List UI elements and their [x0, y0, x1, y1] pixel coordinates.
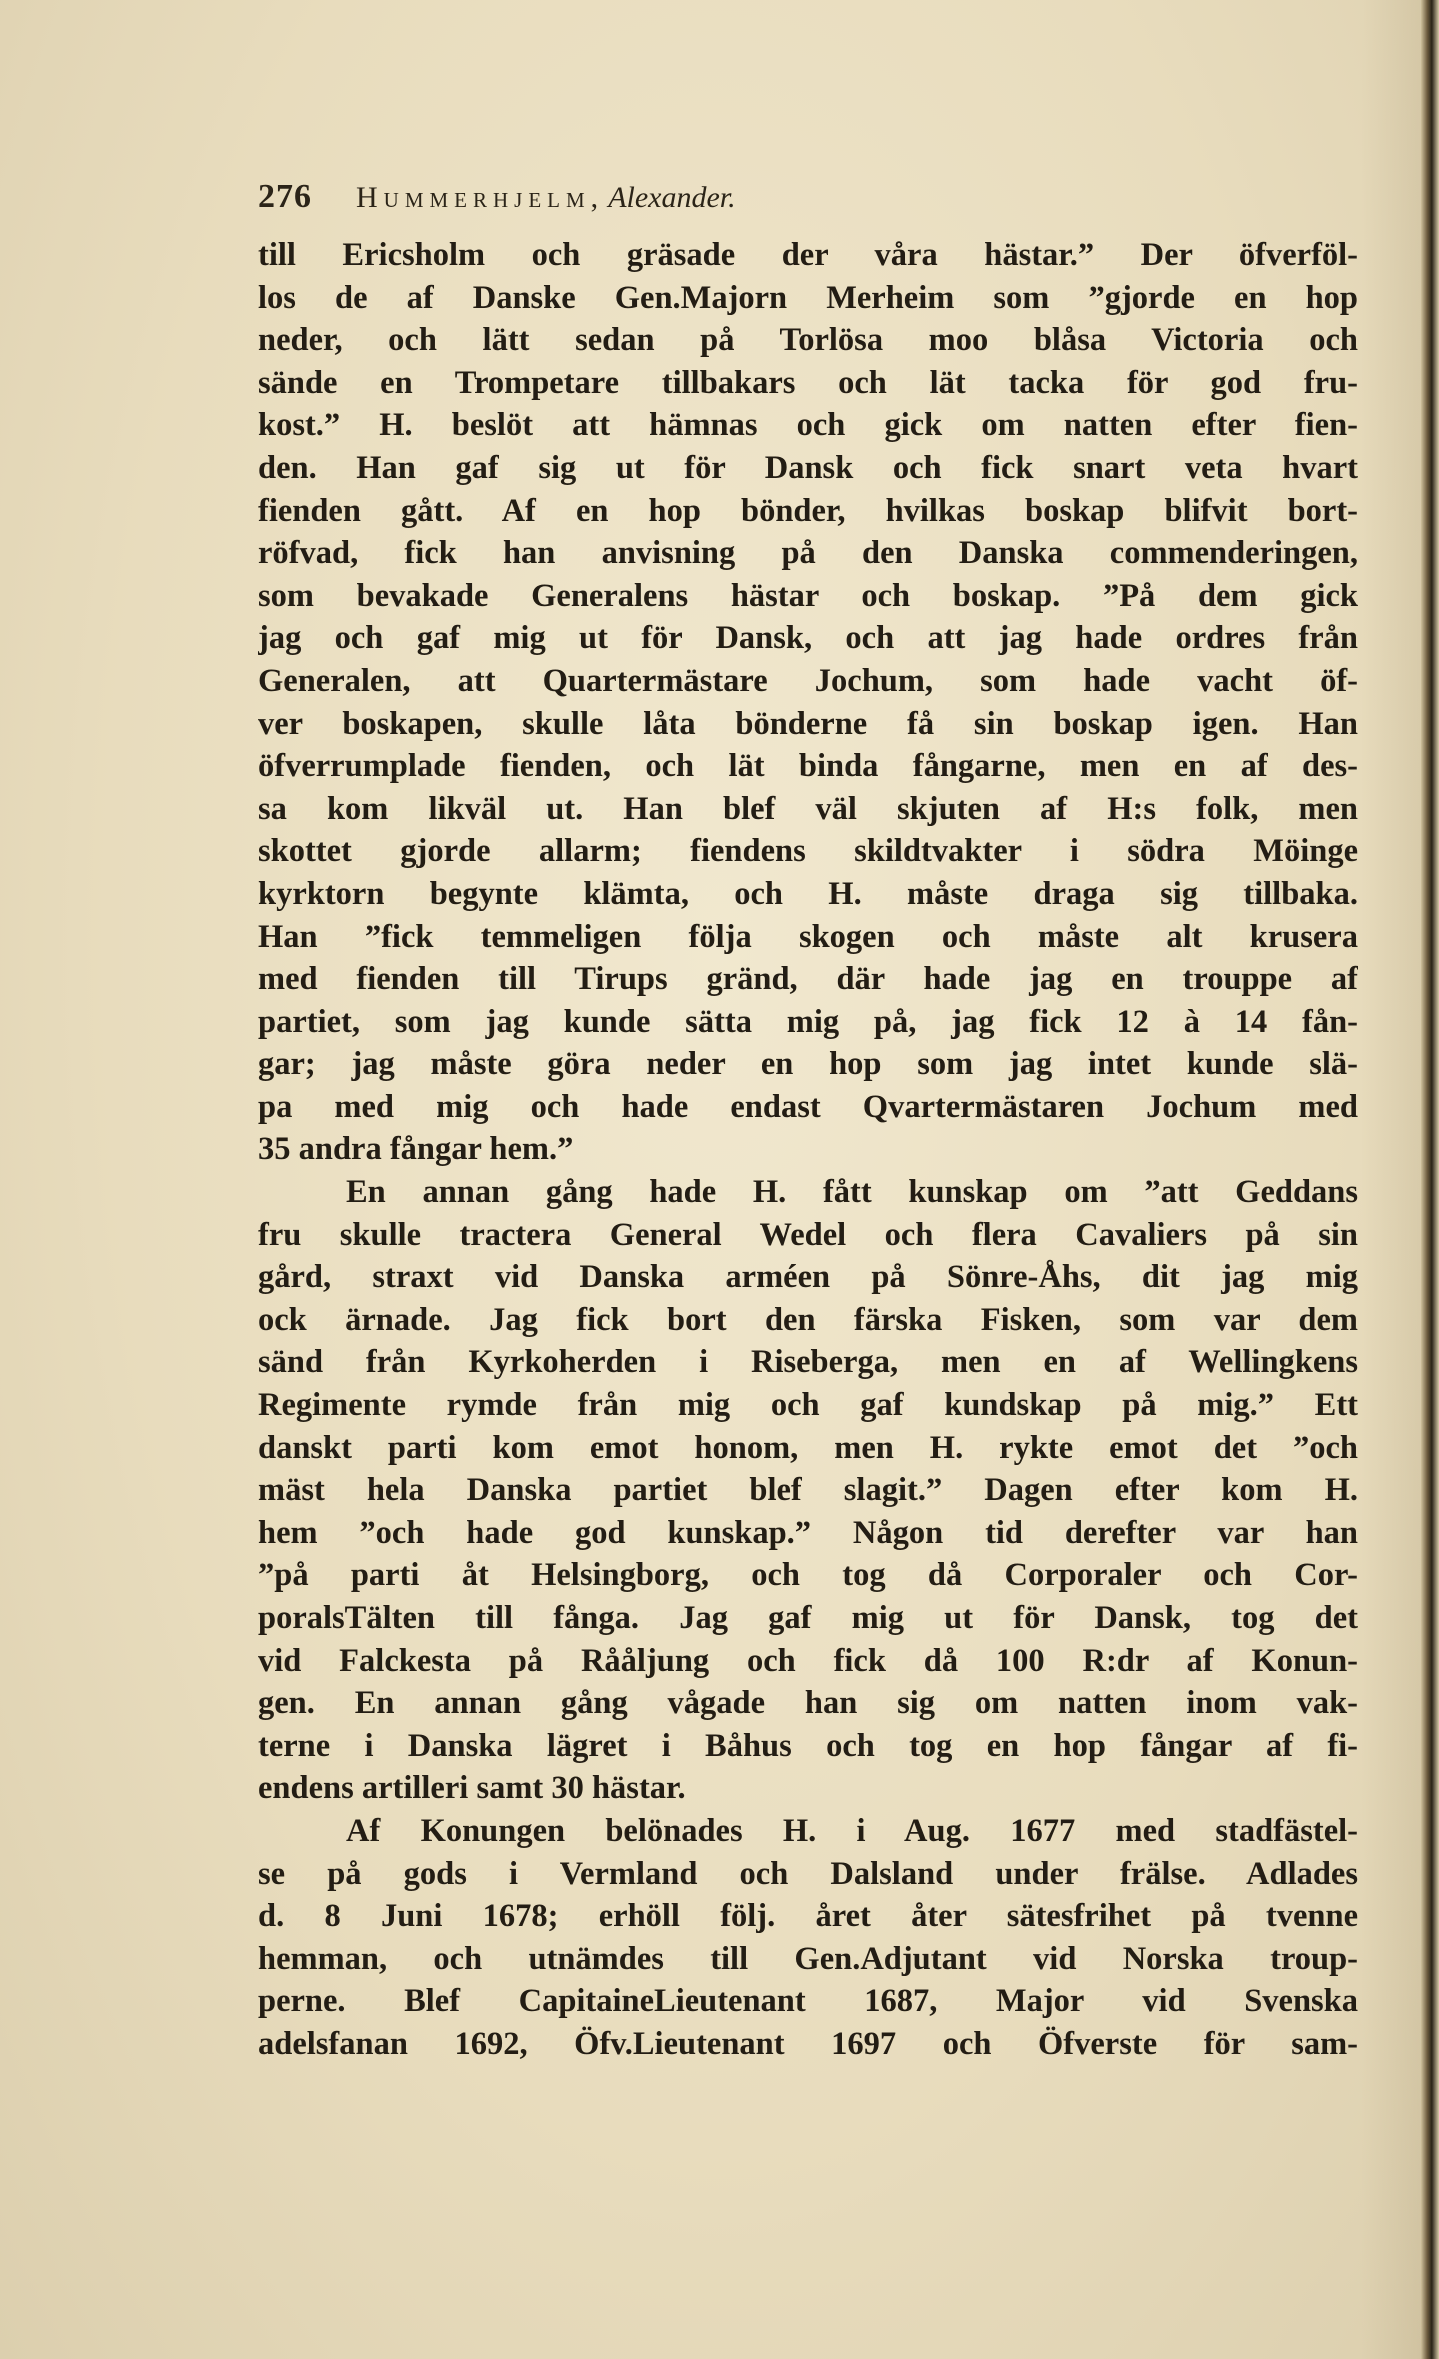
- text-line: jag och gaf mig ut för Dansk, och att jag hade ordres från: [258, 620, 1358, 657]
- text-line: mäst hela Danska partiet blef slagit.” Dagen efter kom H.: [258, 1472, 1358, 1509]
- text-line: gar; jag måste göra neder en hop som jag intet kunde slä-: [258, 1046, 1358, 1083]
- text-line: röfvad, fick han anvisning på den Danska commenderingen,: [258, 535, 1358, 572]
- text-line: ock ärnade. Jag fick bort den färska Fisken, som var dem: [258, 1301, 1358, 1338]
- running-head: Hummerhjelm,: [356, 181, 605, 214]
- text-line: skottet gjorde allarm; fiendens skildtvakter i södra Möinge: [258, 833, 1358, 870]
- page-header: [258, 178, 1258, 226]
- text-line: vid Falckesta på Rååljung och fick då 100 R:dr af Konun-: [258, 1642, 1358, 1679]
- text-line: öfverrumplade fienden, och lät binda fångarne, men en af des-: [258, 748, 1358, 785]
- text-line: sände en Trompetare tillbakars och lät tacka för god fru-: [258, 364, 1358, 401]
- text-line: hem ”och hade god kunskap.” Någon tid derefter var han: [258, 1514, 1358, 1551]
- text-line: Af Konungen belönades H. i Aug. 1677 med stadfästel-: [346, 1812, 1358, 1849]
- text-line: partiet, som jag kunde sätta mig på, jag fick 12 à 14 fån-: [258, 1003, 1358, 1040]
- text-line: danskt parti kom emot honom, men H. rykte emot det ”och: [258, 1429, 1358, 1466]
- text-line: se på gods i Vermland och Dalsland under frälse. Adlades: [258, 1855, 1358, 1892]
- text-line: gen. En annan gång vågade han sig om natten inom vak-: [258, 1685, 1358, 1722]
- text-line: som bevakade Generalens hästar och boskap. ”På dem gick: [258, 577, 1358, 614]
- text-line: fienden gått. Af en hop bönder, hvilkas boskap blifvit bort-: [258, 492, 1358, 529]
- text-line: neder, och lätt sedan på Torlösa moo blåsa Victoria och: [258, 322, 1358, 359]
- text-line: los de af Danske Gen.Majorn Merheim som ”gjorde en hop: [258, 279, 1358, 316]
- page-gutter-shadow: [1361, 0, 1421, 2359]
- text-line: sa kom likväl ut. Han blef väl skjuten af H:s folk, men: [258, 790, 1358, 827]
- text-line: den. Han gaf sig ut för Dansk och fick snart veta hvart: [258, 449, 1358, 486]
- text-line: ”på parti åt Helsingborg, och tog då Corporaler och Cor-: [258, 1557, 1358, 1594]
- text-line: poralsTälten till fånga. Jag gaf mig ut för Dansk, tog det: [258, 1600, 1358, 1636]
- text-line: perne. Blef CapitaineLieutenant 1687, Major vid Svenska: [258, 1983, 1358, 2020]
- text-line: Regimente rymde från mig och gaf kundskap på mig.” Ett: [258, 1387, 1358, 1424]
- text-line: adelsfanan 1692, Öfv.Lieutenant 1697 och Öfverste för sam-: [258, 2025, 1358, 2062]
- text-line: terne i Danska lägret i Båhus och tog en hop fångar af fi-: [258, 1727, 1358, 1764]
- page-edge: [1421, 0, 1439, 2359]
- text-line: endens artilleri samt 30 hästar.: [258, 1770, 686, 1807]
- text-line: 35 andra fångar hem.”: [258, 1131, 574, 1168]
- text-line: Han ”fick temmeligen följa skogen och måste alt krusera: [258, 918, 1358, 955]
- text-line: fru skulle tractera General Wedel och flera Cavaliers på sin: [258, 1216, 1358, 1253]
- text-line: En annan gång hade H. fått kunskap om ”att Geddans: [346, 1174, 1358, 1211]
- text-line: gård, straxt vid Danska arméen på Sönre-Åhs, dit jag mig: [258, 1259, 1358, 1296]
- text-line: sänd från Kyrkoherden i Riseberga, men en af Wellingkens: [258, 1344, 1358, 1381]
- text-line: kost.” H. beslöt att hämnas och gick om natten efter fien-: [258, 407, 1358, 444]
- text-line: Generalen, att Quartermästare Jochum, som hade vacht öf-: [258, 662, 1358, 699]
- text-line: kyrktorn begynte klämta, och H. måste draga sig tillbaka.: [258, 875, 1358, 912]
- text-line: pa med mig och hade endast Qvartermästaren Jochum med: [258, 1088, 1358, 1125]
- page-number: 276: [258, 178, 312, 215]
- text-line: d. 8 Juni 1678; erhöll följ. året åter sätesfrihet på tvenne: [258, 1898, 1358, 1935]
- text-line: ver boskapen, skulle låta bönderne få sin boskap igen. Han: [258, 705, 1358, 742]
- text-line: med fienden till Tirups gränd, där hade jag en trouppe af: [258, 961, 1358, 998]
- text-line: hemman, och utnämdes till Gen.Adjutant vid Norska troup-: [258, 1940, 1358, 1977]
- text-line: till Ericsholm och gräsade der våra hästar.” Der öfverföl-: [258, 237, 1358, 273]
- body-text: [258, 234, 1358, 2066]
- running-head-name: Alexander.: [608, 181, 736, 214]
